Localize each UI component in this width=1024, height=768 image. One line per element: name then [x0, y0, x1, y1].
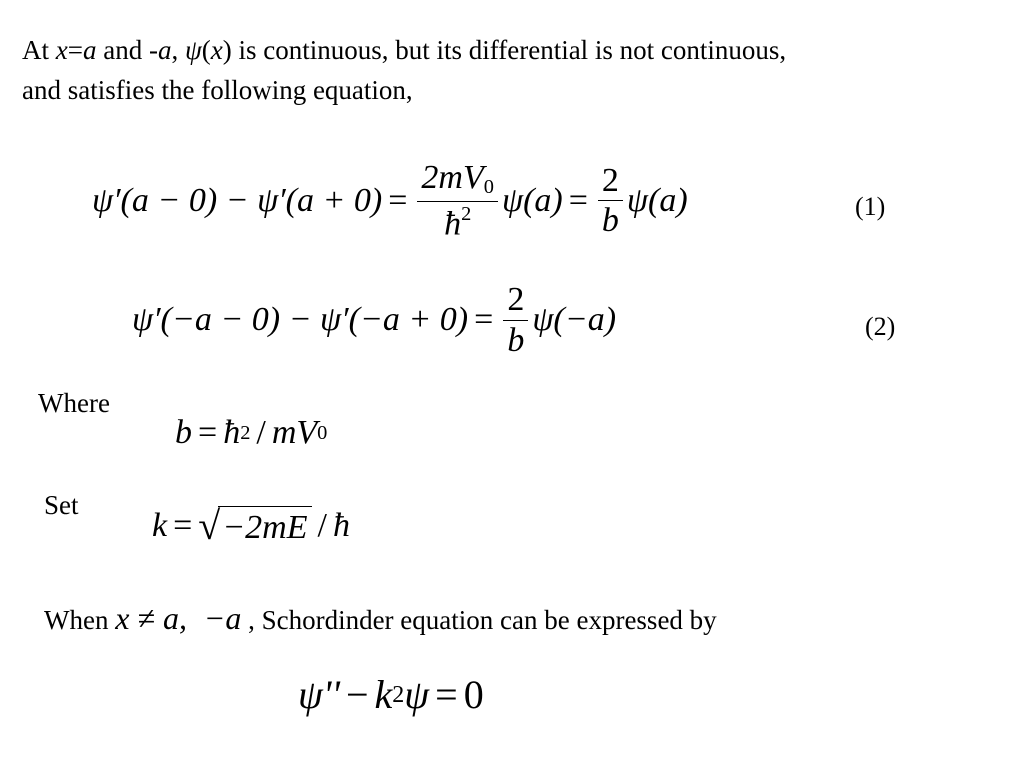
radicand: −2mE: [218, 506, 311, 546]
var-x-arg: x: [210, 35, 223, 65]
where-equation: [175, 416, 327, 450]
eq1-frac2-numerator: 2: [598, 163, 623, 202]
eq1-frac1-num-sub: 0: [483, 176, 494, 199]
eq2-frac-numerator: 2: [503, 282, 528, 321]
eq1-number: (1): [855, 192, 886, 221]
final-sup: 2: [392, 682, 405, 708]
when-neg-a: −a: [203, 600, 242, 636]
where-sub: 0: [317, 421, 328, 444]
eq1-fraction-2: [598, 163, 623, 239]
where-hbar: ħ: [223, 414, 241, 451]
eq1-frac1-den-text: ħ: [444, 204, 462, 242]
eq2-frac-denominator: b: [507, 321, 525, 359]
eq1-equals-a: =: [388, 181, 408, 219]
eq1-equals-b: =: [568, 181, 588, 219]
word-and: and: [103, 35, 143, 65]
where-mv: mV: [271, 414, 318, 451]
radical-sign: √: [198, 503, 221, 548]
final-psi-double-prime: ψ'': [298, 672, 340, 717]
equals-sign: =: [67, 35, 83, 65]
where-slash: /: [256, 414, 266, 451]
intro-line-1: [22, 34, 786, 66]
eq1-rhs: ψ(a): [626, 181, 688, 219]
equation-2: [132, 282, 616, 358]
set-k: k: [152, 507, 168, 544]
final-psi: ψ: [404, 672, 430, 717]
sqrt-expression: [198, 503, 311, 548]
eq1-frac2-denominator: b: [601, 202, 619, 240]
var-x: x: [55, 35, 68, 65]
var-psi: ψ: [184, 35, 202, 65]
when-label: When: [44, 605, 109, 635]
where-equals: =: [198, 414, 218, 451]
eq2-fraction: [503, 282, 528, 358]
final-k: k: [374, 672, 393, 717]
eq2-equals: =: [474, 301, 494, 339]
eq1-lhs: ψ′(a − 0) − ψ′(a + 0): [92, 181, 383, 219]
final-minus: −: [345, 672, 369, 717]
when-condition: x ≠ a,: [115, 600, 187, 636]
final-equation: [298, 672, 484, 717]
set-equation: [152, 503, 350, 548]
eq2-rhs: ψ(−a): [532, 301, 617, 339]
var-a: a: [82, 35, 97, 65]
equation-1: [92, 160, 688, 241]
when-tail: , Schordinder equation can be expressed by: [248, 605, 717, 635]
comma: ,: [171, 35, 179, 65]
final-equals: =: [435, 672, 458, 717]
eq1-frac1-numerator: [417, 160, 498, 202]
set-slash: /: [317, 507, 327, 544]
set-equals: =: [173, 507, 193, 544]
var-neg-a: -a: [148, 35, 172, 65]
eq2-lhs: ψ′(−a − 0) − ψ′(−a + 0): [132, 301, 469, 339]
set-label: Set: [44, 490, 79, 520]
eq2-number: (2): [865, 312, 896, 341]
intro-tail: is continuous, but its differential is not continuous,: [238, 35, 787, 65]
eq1-frac1-den-sup: 2: [461, 202, 472, 225]
where-sup: 2: [240, 421, 251, 444]
eq1-mid: ψ(a): [501, 181, 563, 219]
left-paren: (: [201, 35, 211, 65]
intro-line-2: and satisfies the following equation,: [22, 75, 413, 105]
where-label: Where: [38, 388, 110, 418]
eq1-fraction-1: [417, 160, 498, 241]
where-b: b: [175, 414, 192, 451]
eq1-frac1-denominator: [440, 202, 475, 242]
word-at: At: [22, 35, 49, 65]
eq1-frac1-num-text: 2mV: [421, 159, 484, 196]
set-hbar: ħ: [332, 507, 350, 544]
right-paren: ): [222, 35, 232, 65]
final-zero: 0: [463, 672, 484, 717]
when-line: [44, 599, 717, 637]
